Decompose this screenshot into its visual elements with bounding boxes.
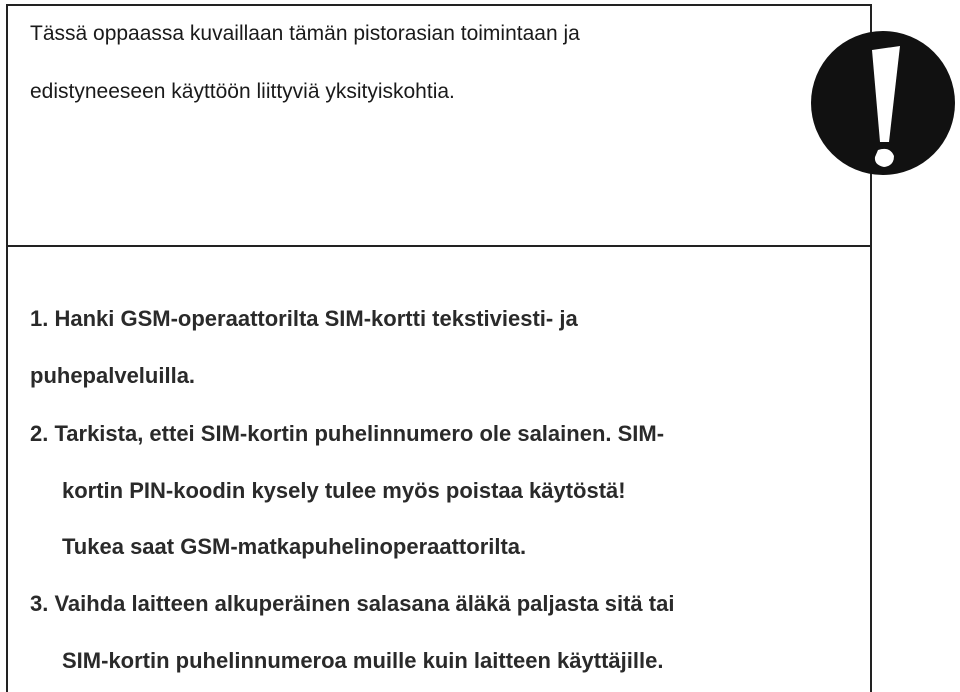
step-2-line-2: kortin PIN-koodin kysely tulee myös poistaa käytöstä! [62, 478, 626, 503]
step-1-line-1: 1. Hanki GSM-operaattorilta SIM-kortti tekstiviesti- ja [30, 306, 578, 331]
intro-line-2: edistyneeseen käyttöön liittyviä yksityiskohtia. [30, 80, 455, 103]
step-1-line-2: puhepalveluilla. [30, 363, 196, 388]
step-3-line-1: 3. Vaihda laitteen alkuperäinen salasana äläkä paljasta sitä tai [30, 591, 675, 616]
step-2-line-3: Tukea saat GSM-matkapuhelinoperaattorilta. [62, 534, 527, 559]
step-2-line-1: 2. Tarkista, ettei SIM-kortin puhelinnumero ole salainen. SIM- [30, 421, 665, 446]
step-3-line-2: SIM-kortin puhelinnumeroa muille kuin laitteen käyttäjille. [62, 648, 664, 673]
intro-line-1: Tässä oppaassa kuvaillaan tämän pistorasian toimintaan ja [30, 22, 580, 45]
exclamation-circle-icon [810, 30, 956, 176]
